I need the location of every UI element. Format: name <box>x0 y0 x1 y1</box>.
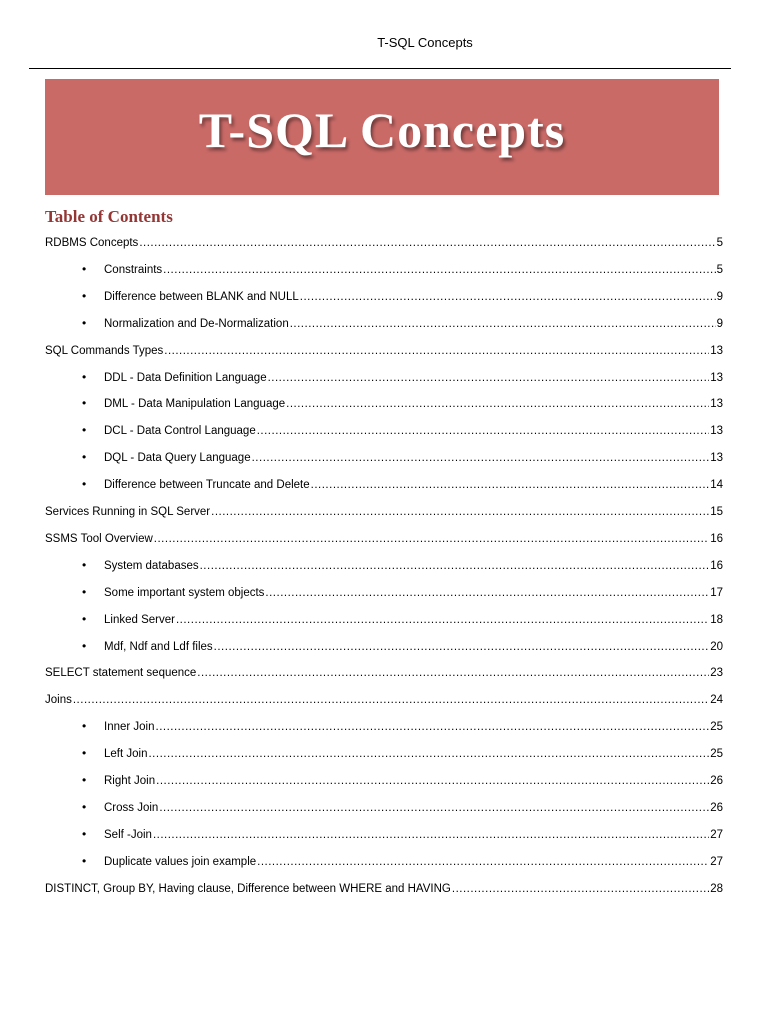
toc-entry[interactable] <box>82 391 723 411</box>
toc-entry-label: Self -Join <box>104 828 152 841</box>
toc-entry[interactable] <box>82 257 723 277</box>
toc-entry[interactable] <box>82 634 723 654</box>
dot-leader <box>214 640 710 654</box>
toc-entry-label: Difference between Truncate and Delete <box>104 479 310 492</box>
toc-entry-page-number: 16 <box>710 532 723 545</box>
dot-leader <box>452 882 709 896</box>
toc-entry-page-number: 13 <box>710 398 723 411</box>
toc-entry-label: Mdf, Ndf and Ldf files <box>104 640 213 653</box>
dot-leader <box>257 855 709 869</box>
toc-entry-label: Constraints <box>104 263 163 276</box>
toc-entry-label: Cross Join <box>104 801 159 814</box>
toc-entry[interactable] <box>82 607 723 627</box>
banner-title: T-SQL Concepts <box>198 102 566 158</box>
toc-entry-page-number: 23 <box>710 667 723 680</box>
toc-entry-page-number: 16 <box>710 559 723 572</box>
toc-entry-page-number: 17 <box>710 586 723 599</box>
toc-entry-page-number: 13 <box>710 425 723 438</box>
bullet-icon: • <box>82 288 87 303</box>
dot-leader <box>154 532 709 546</box>
bullet-icon: • <box>82 261 87 276</box>
dot-leader <box>311 478 710 492</box>
toc-entry[interactable] <box>82 311 723 331</box>
bullet-icon: • <box>82 719 87 734</box>
toc-entry[interactable] <box>82 445 723 465</box>
toc-entry-page-number: 26 <box>710 801 723 814</box>
toc-entry-label: Inner Join <box>104 721 155 734</box>
toc-entry[interactable] <box>82 741 723 761</box>
toc-entry-page-number: 5 <box>716 237 723 249</box>
running-header: T-SQL Concepts <box>377 35 473 50</box>
dot-leader <box>159 801 709 815</box>
toc-entry-page-number: 28 <box>710 882 723 895</box>
dot-leader <box>257 424 709 438</box>
toc-entry[interactable] <box>45 338 723 358</box>
toc-entry-page-number: 9 <box>716 317 723 330</box>
dot-leader <box>73 693 709 707</box>
toc-entry-page-number: 5 <box>716 263 723 276</box>
toc-entry-page-number: 15 <box>710 506 723 518</box>
bullet-icon: • <box>82 746 87 761</box>
toc-entry[interactable] <box>82 365 723 385</box>
toc-entry[interactable] <box>82 822 723 842</box>
bullet-icon: • <box>82 369 87 384</box>
toc-entry-label: Right Join <box>104 775 156 787</box>
toc-entry[interactable] <box>45 526 723 546</box>
toc-entry[interactable] <box>82 472 723 492</box>
bullet-icon: • <box>82 853 87 868</box>
bullet-icon: • <box>82 423 87 438</box>
dot-leader <box>211 505 709 519</box>
toc-entry[interactable] <box>45 230 723 250</box>
toc-entry-label: SELECT statement sequence <box>45 667 197 680</box>
bullet-icon: • <box>82 826 87 841</box>
toc-entry[interactable] <box>82 714 723 734</box>
toc-entry-label: Left Join <box>104 748 148 761</box>
bullet-icon: • <box>82 396 87 411</box>
toc-entry-label: Services Running in SQL Server <box>45 506 211 518</box>
toc-entry-page-number: 25 <box>710 748 723 761</box>
toc-entry-label: SQL Commands Types <box>45 344 164 357</box>
toc-entry[interactable] <box>45 499 723 519</box>
toc-entry-label: Linked Server <box>104 613 175 626</box>
toc-entry[interactable] <box>45 876 723 896</box>
dot-leader <box>286 397 709 411</box>
bullet-icon: • <box>82 773 87 787</box>
toc-entry-page-number: 27 <box>710 828 723 841</box>
dot-leader <box>290 317 716 331</box>
toc-entry-label: Some important system objects <box>104 586 265 599</box>
toc-entry-label: DCL - Data Control Language <box>104 425 256 438</box>
dot-leader <box>156 774 709 788</box>
toc-entry-page-number: 13 <box>710 344 723 357</box>
bullet-icon: • <box>82 315 87 330</box>
toc-heading: Table of Contents <box>45 207 173 226</box>
dot-leader <box>164 344 709 358</box>
dot-leader <box>252 451 710 465</box>
toc-entry-page-number: 14 <box>710 479 723 492</box>
dot-leader <box>163 263 715 277</box>
bullet-icon: • <box>82 557 87 572</box>
toc-entry[interactable] <box>45 660 723 680</box>
toc-entry-label: RDBMS Concepts <box>45 237 139 249</box>
toc-entry-label: SSMS Tool Overview <box>45 532 153 545</box>
toc-entry-page-number: 24 <box>710 694 723 707</box>
toc-entry-page-number: 13 <box>710 371 723 384</box>
toc-entry-page-number: 9 <box>716 290 723 303</box>
toc-entry-page-number: 26 <box>710 775 723 787</box>
dot-leader <box>153 828 709 842</box>
toc-entry-label: Normalization and De-Normalization <box>104 317 289 330</box>
bullet-icon: • <box>82 584 87 599</box>
dot-leader <box>156 720 710 734</box>
toc-entry-label: Joins <box>45 694 72 707</box>
toc-entry-label: DML - Data Manipulation Language <box>104 398 286 411</box>
toc-entry-label: DQL - Data Query Language <box>104 452 251 465</box>
bullet-icon: • <box>82 638 87 653</box>
dot-leader <box>268 371 710 385</box>
toc-entry-page-number: 20 <box>710 640 723 653</box>
bullet-icon: • <box>82 450 87 465</box>
toc-entry[interactable] <box>82 553 723 573</box>
toc-entry-page-number: 18 <box>710 613 723 626</box>
toc-entry-page-number: 13 <box>710 452 723 465</box>
dot-leader <box>176 613 709 627</box>
bullet-icon: • <box>82 477 87 492</box>
toc-entry[interactable] <box>82 849 723 869</box>
dot-leader <box>200 559 710 573</box>
dot-leader <box>265 586 709 600</box>
dot-leader <box>197 666 709 680</box>
toc-entry[interactable] <box>82 768 723 788</box>
bullet-icon: • <box>82 611 87 626</box>
toc-entry-label: System databases <box>104 559 199 572</box>
header-rule <box>29 68 731 69</box>
toc-entry-label: Duplicate values join example <box>104 855 257 868</box>
toc-entry-label: DDL - Data Definition Language <box>104 371 267 384</box>
toc-entry[interactable] <box>82 284 723 304</box>
toc-entry[interactable] <box>82 795 723 815</box>
bullet-icon: • <box>82 799 87 814</box>
dot-leader <box>139 236 715 250</box>
toc-entry[interactable] <box>82 418 723 438</box>
toc-entry-label: DISTINCT, Group BY, Having clause, Difference between WHERE and HAVING <box>45 882 451 895</box>
title-banner <box>45 79 719 195</box>
dot-leader <box>148 747 709 761</box>
toc-entry-page-number: 27 <box>710 855 723 868</box>
toc-entry-page-number: 25 <box>710 721 723 734</box>
toc-entry[interactable] <box>82 580 723 600</box>
toc-entry-label: Difference between BLANK and NULL <box>104 290 299 303</box>
toc-entry[interactable] <box>45 687 723 707</box>
dot-leader <box>300 290 716 304</box>
